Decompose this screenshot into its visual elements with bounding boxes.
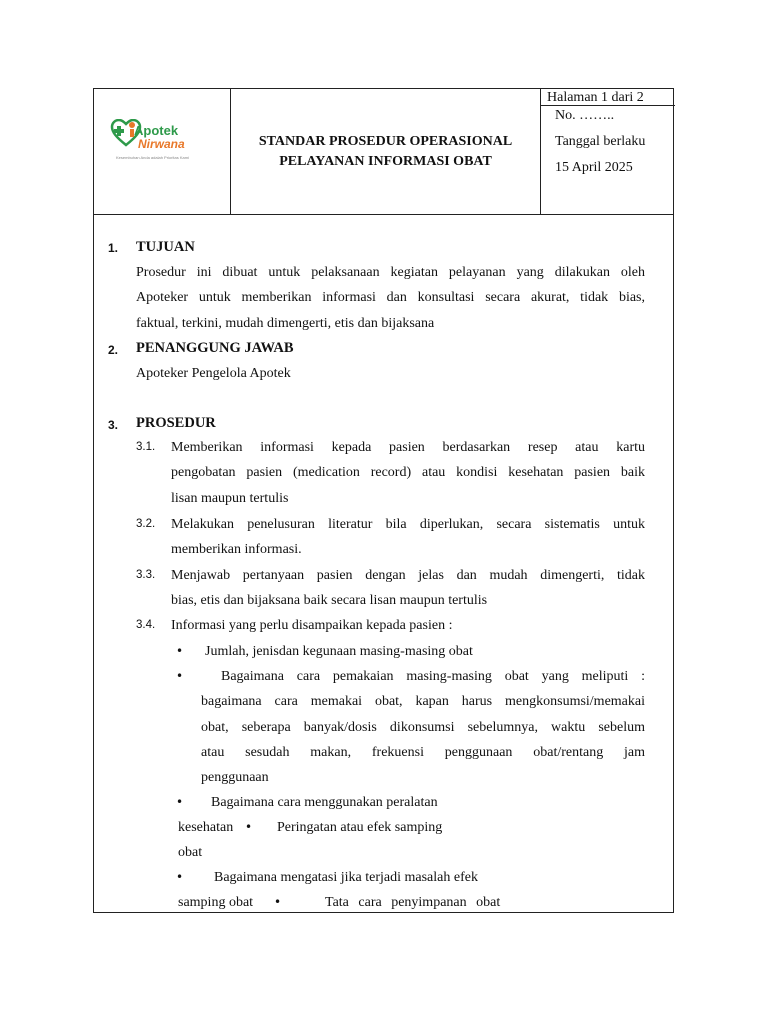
section-title: TUJUAN: [136, 239, 195, 255]
procedure-item: Informasi yang perlu disampaikan kepada pasien :: [171, 618, 453, 633]
bullet-icon: •: [176, 795, 184, 809]
section-title: PENANGGUNG JAWAB: [136, 340, 294, 356]
document-title-line2: PELAYANAN INFORMASI OBAT: [279, 153, 492, 169]
bullet-item-cont: samping obat: [178, 895, 254, 910]
bullet-item: Bagaimana cara pemakaian masing-masing obat yang meliputi : bagaimana cara memakai obat, kapan harus mengkonsumsi/memakai obat, seberapa banyak/dosis dikonsumsi sebelumnya, waktu sebelum atau sesudah makan, frekuensi penggunaan obat/rentang jam penggunaan: [201, 669, 645, 786]
item-number: 3.1.: [136, 441, 156, 453]
document-title-line1: STANDAR PROSEDUR OPERASIONAL: [258, 133, 513, 149]
logo-name-2: Nirwana: [138, 137, 185, 151]
section-paragraph: Prosedur ini dibuat untuk pelaksanaan kegiatan pelayanan yang dilakukan oleh Apoteker untuk memberikan informasi dan konsultasi secara akurat, tidak bias, faktual, terkini, mudah dimengerti, etis dan bijaksana: [136, 265, 645, 331]
bullet-icon: •: [176, 669, 184, 683]
section-paragraph: Apoteker Pengelola Apotek: [136, 366, 291, 381]
logo-tagline: Kesembuhan Anda adalah Prioritas Kami: [116, 155, 189, 160]
item-number: 3.2.: [136, 518, 156, 530]
bullet-icon: •: [274, 895, 282, 909]
sop-document: [93, 88, 674, 913]
logo-name: Apotek: [134, 123, 179, 138]
section-number: 1.: [108, 241, 119, 255]
document-body: [94, 89, 673, 912]
procedure-item: Menjawab pertanyaan pasien dengan jelas dan mudah dimengerti, tidak bias, etis dan bijaksana baik secara lisan maupun tertulis: [171, 568, 645, 609]
section-number: 2.: [108, 343, 119, 357]
bullet-icon: •: [176, 870, 184, 884]
procedure-item: Memberikan informasi kepada pasien berdasarkan resep atau kartu pengobatan pasien (medication record) atau kondisi kesehatan pasien baik lisan maupun tertulis: [171, 440, 645, 506]
page-indicator: Halaman 1 dari 2: [541, 89, 675, 106]
bullet-item-cont: obat: [178, 845, 203, 860]
document-number: No. ……..: [555, 108, 615, 123]
valid-label: Tanggal berlaku: [555, 134, 646, 149]
section-title: PROSEDUR: [136, 415, 216, 431]
bullet-item-cont: kesehatan: [178, 820, 234, 835]
bullet-item: Jumlah, jenisdan kegunaan masing-masing obat: [205, 644, 473, 659]
bullet-item: Bagaimana mengatasi jika terjadi masalah efek: [214, 870, 478, 885]
bullet-item: Tata cara penyimpanan obat: [325, 895, 501, 910]
item-number: 3.3.: [136, 569, 156, 581]
procedure-item: Melakukan penelusuran literatur bila diperlukan, secara sistematis untuk memberikan informasi.: [171, 517, 645, 558]
bullet-item: Peringatan atau efek samping: [277, 820, 443, 835]
bullet-icon: •: [245, 820, 253, 834]
item-number: 3.4.: [136, 619, 156, 631]
valid-date: 15 April 2025: [555, 160, 633, 175]
bullet-item: Bagaimana cara menggunakan peralatan: [211, 795, 438, 810]
section-number: 3.: [108, 418, 119, 432]
bullet-icon: •: [176, 644, 184, 658]
